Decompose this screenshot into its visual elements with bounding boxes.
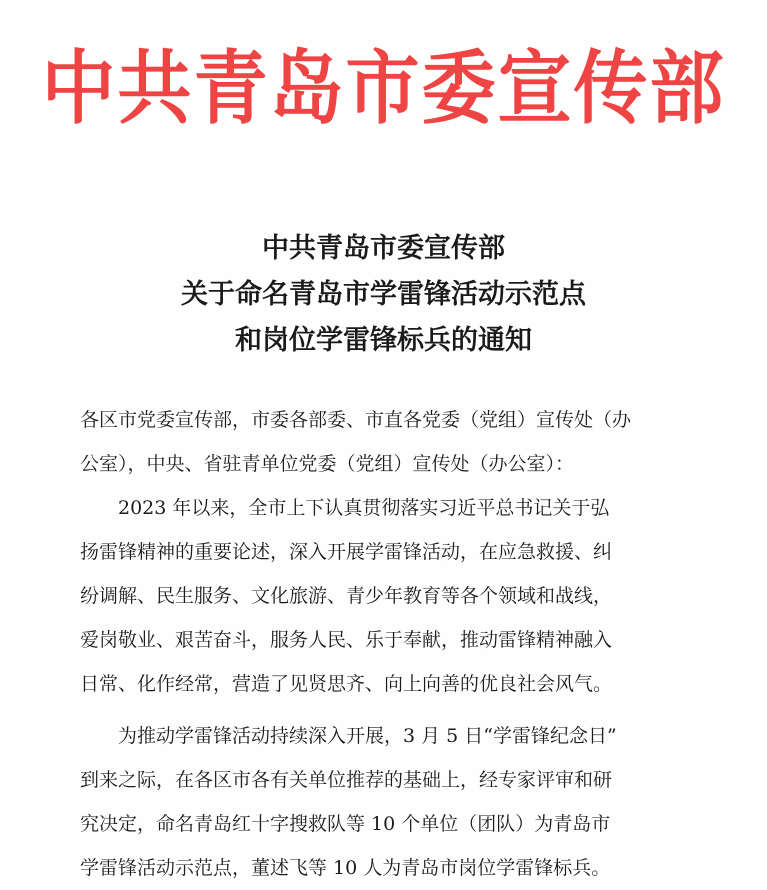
paragraph-1-line-5: 日常、化作经常，营造了见贤思齐、向上向善的优良社会风气。 [80, 673, 613, 695]
paragraph-2-line-4: 学雷锋活动示范点，董述飞等 10 人为青岛市岗位学雷锋标兵。 [80, 857, 611, 879]
title-line-2: 关于命名青岛市学雷锋活动示范点 [181, 279, 586, 310]
paragraph-spacer [80, 706, 700, 714]
paragraph-1-line-4: 爱岗敬业、艰苦奋斗，服务人民、乐于奉献，推动雷锋精神融入 [80, 629, 613, 651]
issuing-authority-masthead: 中共青岛市委宣传部 [41, 42, 726, 136]
paragraph-1 [80, 486, 700, 706]
paragraph-1-line-1: 2023 年以来，全市上下认真贯彻落实习近平总书记关于弘 [80, 497, 610, 519]
paragraph-1-line-2: 扬雷锋精神的重要论述，深入开展学雷锋活动，在应急救援、纠 [80, 541, 613, 563]
title-line-1: 中共青岛市委宣传部 [262, 233, 505, 264]
paragraph-2-line-2: 到来之际，在各区市各有关单位推荐的基础上，经专家评审和研 [80, 769, 613, 791]
paragraph-2-line-1: 为推动学雷锋活动持续深入开展，3 月 5 日“学雷锋纪念日” [80, 725, 617, 747]
addressee-line-2: 公室），中央、省驻青单位党委（党组）宣传处（办公室）： [80, 453, 575, 475]
paragraph-2-line-3: 究决定，命名青岛红十字搜救队等 10 个单位（团队）为青岛市 [80, 813, 611, 835]
title-line-3: 和岗位学雷锋标兵的通知 [235, 325, 532, 356]
paragraph-2 [80, 714, 700, 890]
document-title [0, 226, 767, 364]
addressee-line-1: 各区市党委宣传部，市委各部委、市直各党委（党组）宣传处（办 [80, 409, 632, 431]
document-body [80, 398, 700, 890]
paragraph-1-line-3: 纷调解、民生服务、文化旅游、青少年教育等各个领域和战线， [80, 585, 613, 607]
addressee [80, 398, 700, 486]
